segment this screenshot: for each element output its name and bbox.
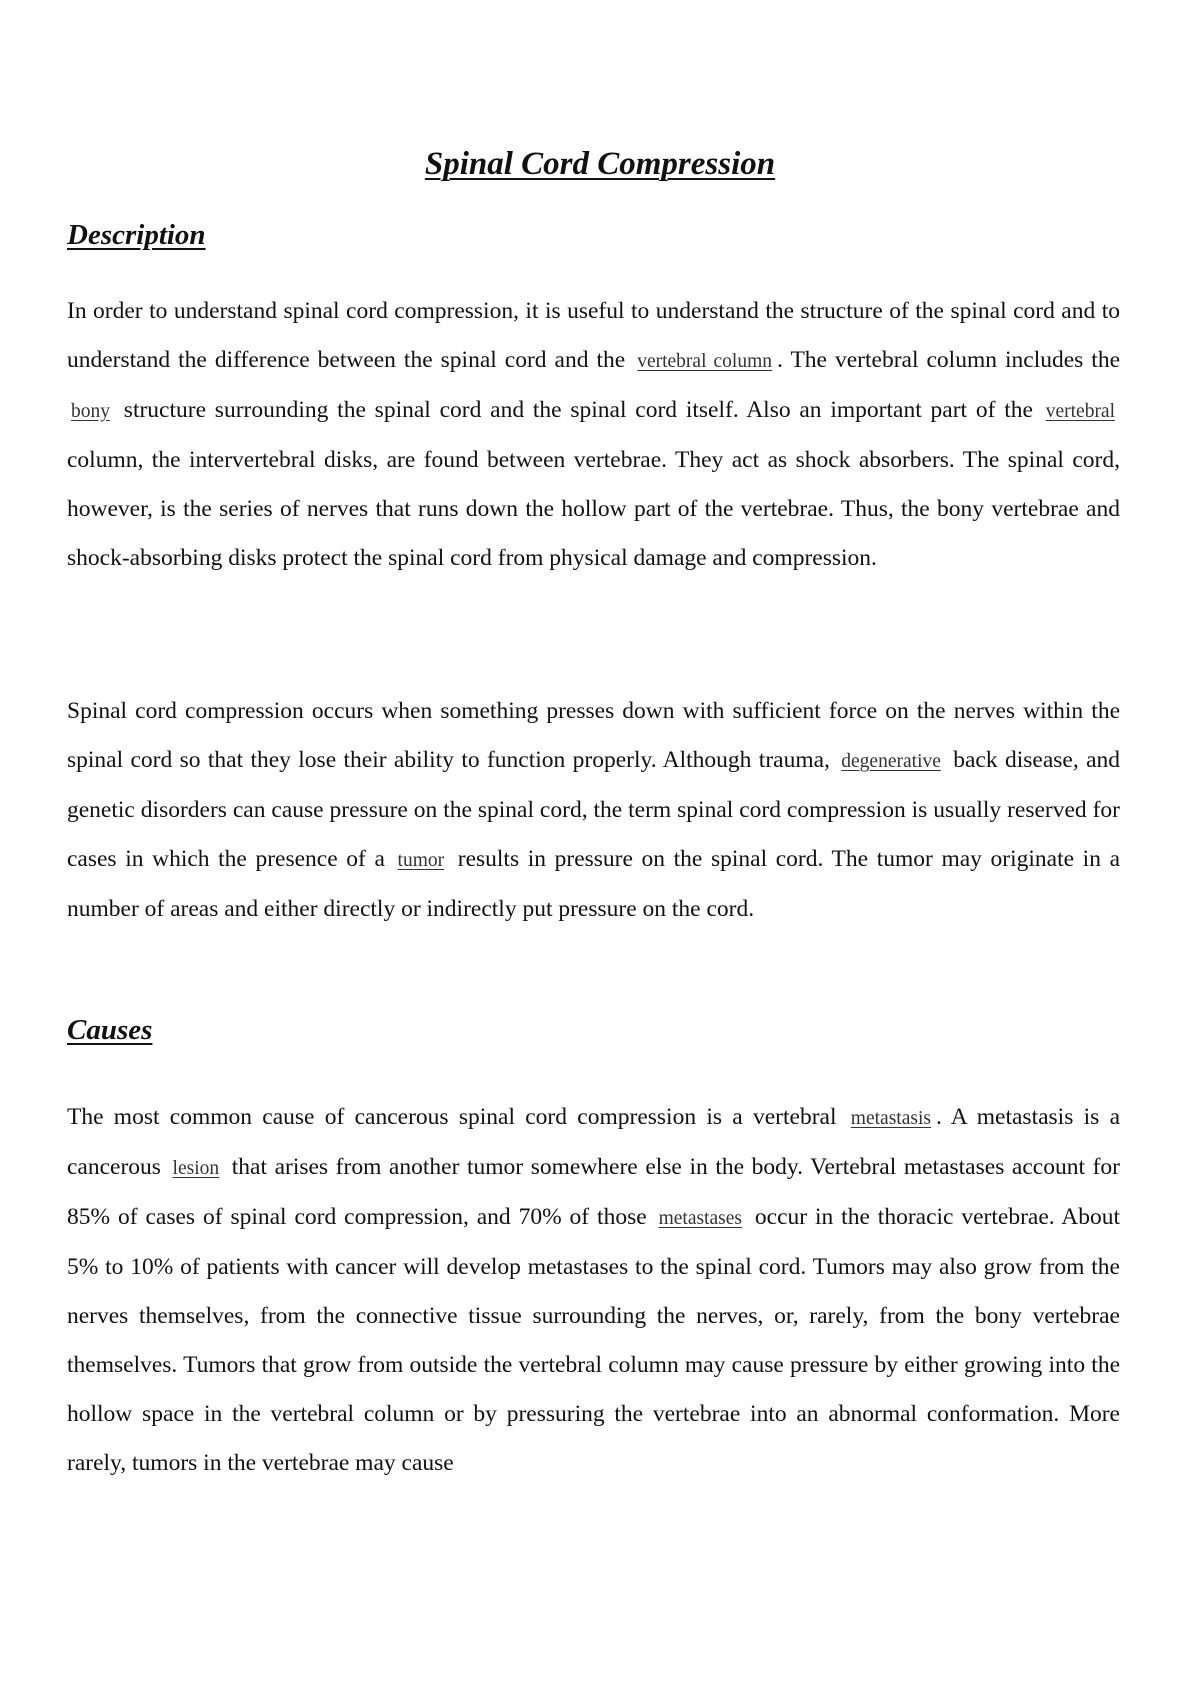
section-heading-causes: Causes: [67, 1014, 153, 1046]
link-degenerative[interactable]: degenerative: [841, 751, 941, 772]
text-segment: structure surrounding the spinal cord and the spinal cord itself. Also an important part of the: [123, 397, 1033, 423]
text-segment: column, the intervertebral disks, are found between vertebrae. They act as shock absorbers. The spinal cord, however, is the series of nerves that runs down the hollow part of the vertebrae. Thus, the bony vertebrae and shock-absorbing disks protect the spinal cord from physical damage and compression.: [67, 447, 1120, 571]
paragraph-causes-1: [67, 1093, 1120, 1488]
page-title: Spinal Cord Compression: [424, 146, 776, 182]
paragraph-description-1: [67, 287, 1120, 583]
section-heading-description: Description: [67, 219, 206, 251]
link-lesion[interactable]: lesion: [172, 1158, 220, 1179]
text-segment: . The vertebral column includes the: [777, 347, 1121, 373]
link-metastases[interactable]: metastases: [658, 1208, 742, 1229]
text-segment: back disease, and genetic disorders can cause pressure on the spinal cord, the term spinal cord compression is usually reserved for cases in which the presence of a: [67, 747, 1120, 872]
link-vertebral-column[interactable]: vertebral column: [637, 351, 772, 372]
link-tumor[interactable]: tumor: [397, 850, 445, 871]
text-segment: occur in the thoracic vertebrae. About 5% to 10% of patients with cancer will develop metastases to the spinal cord. Tumors may also grow from the nerves themselves, from the connective tissue surrounding the nerves, or, rarely, from the bony vertebrae themselves. Tumors that grow from outside the vertebral column may cause pressure by either growing into the hollow space in the vertebral column or by pressuring the vertebrae into an abnormal conformation. More rarely, tumors in the vertebrae may cause: [67, 1204, 1121, 1476]
link-metastasis[interactable]: metastasis: [850, 1108, 931, 1129]
link-bony[interactable]: bony: [71, 401, 110, 422]
text-segment: results in pressure on the spinal cord. The tumor may originate in a number of areas and either directly or indirectly put pressure on the cord.: [67, 846, 1121, 922]
text-segment: The most common cause of cancerous spinal cord compression is a vertebral: [67, 1104, 837, 1130]
text-segment: Spinal cord compression occurs when something presses down with sufficient force on the nerves within the spinal cord so that they lose their ability to function properly. Although trauma,: [67, 698, 1120, 773]
text-segment: . A metastasis is a cancerous: [67, 1104, 1121, 1180]
link-vertebral[interactable]: vertebral: [1045, 401, 1116, 422]
text-segment: that arises from another tumor somewhere else in the body. Vertebral metastases account for 85% of cases of spinal cord compression, and 70% of those: [67, 1154, 1120, 1230]
text-segment: In order to understand spinal cord compression, it is useful to understand the structure of the spinal cord and to understand the difference between the spinal cord and the: [67, 298, 1120, 373]
paragraph-description-2: [67, 687, 1120, 934]
